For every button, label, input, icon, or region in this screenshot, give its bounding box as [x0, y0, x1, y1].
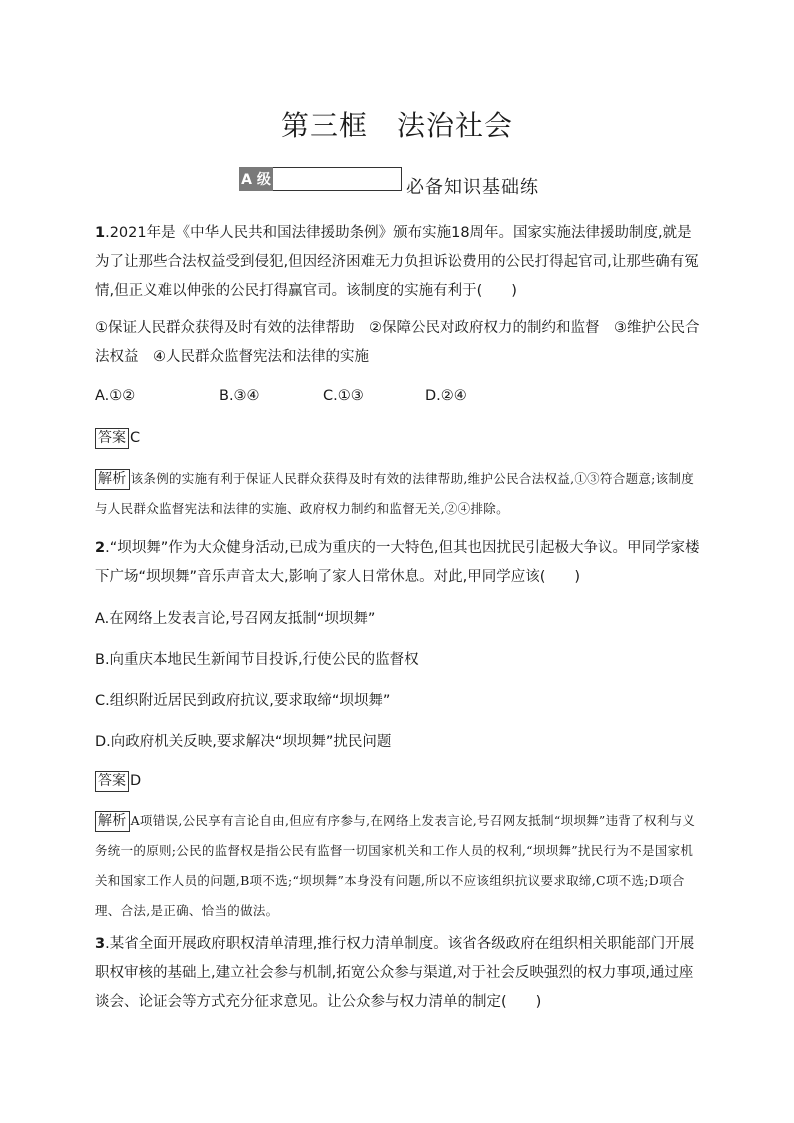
- answer-tag: 答案: [95, 428, 129, 449]
- answer-tag: 答案: [95, 771, 129, 792]
- question-2-answer: 答案 D: [95, 771, 141, 792]
- question-1-items: ①保证人民群众获得及时有效的法律帮助 ②保障公民对政府权力的制约和监督 ③维护公民合法权益 ④人民群众监督宪法和法律的实施: [95, 320, 700, 365]
- option-c: C.①③: [323, 388, 364, 404]
- option-d: D.②④: [425, 388, 467, 404]
- option-a: A.①②: [95, 388, 136, 404]
- level-badge: A 级: [239, 167, 273, 191]
- question-1-explanation: 解析 该条例的实施有利于保证人民群众获得及时有效的法律帮助,维护公民合法权益,①③符合题意;该制度与人民群众监督宪法和法律的实施、政府权力制约和监督无关,②④排除。: [95, 471, 695, 516]
- question-1-answer: 答案 C: [95, 428, 140, 449]
- level-label: 必备知识基础练: [406, 177, 539, 198]
- explanation-tag: 解析: [95, 469, 130, 490]
- question-2-option-b: B.向重庆本地民生新闻节目投诉,行使公民的监督权: [95, 652, 419, 668]
- page-title: 第三框 法治社会: [280, 109, 513, 142]
- explanation-tag: 解析: [95, 811, 130, 832]
- question-2-option-d: D.向政府机关反映,要求解决“坝坝舞”扰民问题: [95, 734, 392, 750]
- question-2-explanation: 解析 A项错误,公民享有言论自由,但应有序参与,在网络上发表言论,号召网友抵制“坝坝舞”违背了权利与义务统一的原则;公民的监督权是指公民有监督一切国家机关和工作人员的权利,“坝坝舞”扰民行为不是国家机关和国家工作人员的问题,B项不选;“坝坝舞”本身没有问题,所以不应该组织抗议要求取缔,C项不选;D项合理、合法,是正确、恰当的做法。: [95, 813, 696, 918]
- question-2-option-c: C.组织附近居民到政府抗议,要求取缔“坝坝舞”: [95, 693, 391, 709]
- question-2-stem: 2.“坝坝舞”作为大众健身活动,已成为重庆的一大特色,但其也因扰民引起极大争议。甲同学家楼下广场“坝坝舞”音乐声音太大,影响了家人日常休息。对此,甲同学应该( ): [95, 540, 700, 585]
- level-header: [239, 166, 539, 198]
- option-b: B.③④: [219, 388, 260, 404]
- question-1-stem: 1.2021年是《中华人民共和国法律援助条例》颁布实施18周年。国家实施法律援助制度,就是为了让那些合法权益受到侵犯,但因经济困难无力负担诉讼费用的公民打得起官司,让那些确有冤情,但正义难以伸张的公民打得赢官司。该制度的实施有利于( ): [95, 225, 699, 299]
- question-3-stem: 3.某省全面开展政府职权清单清理,推行权力清单制度。该省各级政府在组织相关职能部门开展职权审核的基础上,建立社会参与机制,拓宽公众参与渠道,对于社会反映强烈的权力事项,通过座谈会、论证会等方式充分征求意见。让公众参与权力清单的制定( ): [95, 936, 695, 1010]
- level-blank-box: [273, 167, 402, 191]
- question-2-option-a: A.在网络上发表言论,号召网友抵制“坝坝舞”: [95, 611, 376, 627]
